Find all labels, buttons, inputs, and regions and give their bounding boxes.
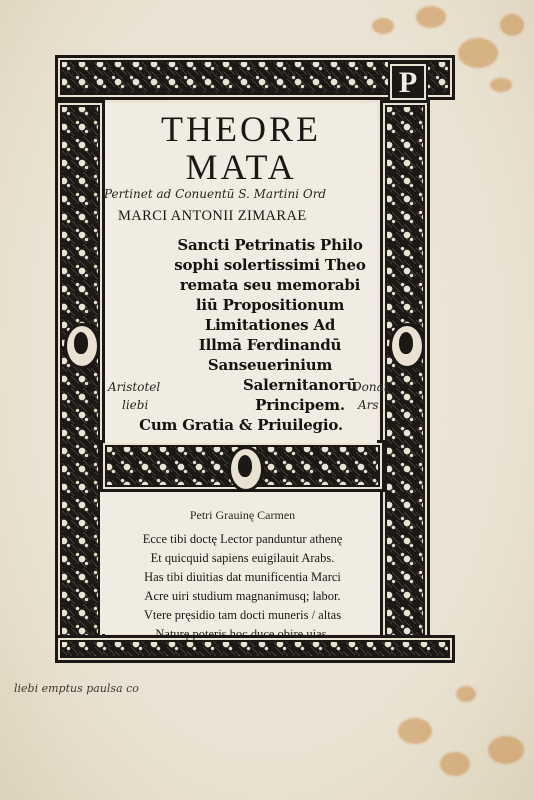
poem-line: Ecce tibi doctę Lector panduntur athenę — [142, 532, 343, 546]
poem-line: Has tibi diuitias dat munificentia Marci — [144, 570, 341, 584]
initial-letter-box — [388, 62, 428, 102]
stain — [500, 14, 524, 36]
stain — [416, 6, 446, 28]
privilege-line: Cum Gratia & Priuilegio. — [139, 416, 343, 434]
subtitle-line: remata seu memorabi — [179, 276, 361, 294]
stain — [488, 736, 524, 764]
manuscript-purchase-note: liebi emptus paulsa co — [14, 682, 139, 695]
subtitle-line: Sanseuerinium — [207, 356, 333, 374]
manuscript-note-left: liebi — [122, 398, 149, 412]
subtitle-line: Limitationes Ad — [204, 316, 336, 334]
manuscript-note-right: Donat — [352, 380, 389, 394]
subtitle-line: sophi solertissimi Theo — [174, 256, 366, 274]
stain — [456, 686, 476, 702]
stain — [398, 718, 432, 744]
author-line: MARCI ANTONII ZIMARAE — [118, 208, 307, 224]
manuscript-note-right: Ars — [358, 398, 379, 412]
subtitle-line: Sancti Petrinatis Philo — [177, 236, 363, 254]
poem-line: Acre uiri studium magnanimusq; labor. — [144, 589, 341, 603]
poem-line: Naturę poteris hoc duce obire uias. — [155, 627, 330, 641]
border-left — [55, 100, 105, 655]
manuscript-ownership-note: Pertinet ad Conuentū S. Martini Ord — [104, 187, 327, 201]
subtitle-line: Principem. — [255, 396, 345, 414]
stain — [372, 18, 394, 34]
subtitle-line: Illmā Ferdinandū — [198, 336, 342, 354]
medallion-right — [389, 323, 425, 369]
medallion-left — [64, 323, 100, 369]
stain — [440, 752, 470, 776]
medallion-center — [228, 446, 264, 492]
poem-line: Vtere pręsidio tam docti muneris / altas — [143, 608, 342, 622]
poem-heading: Petri Grauinę Carmen — [189, 508, 296, 522]
initial-letter: P — [398, 66, 418, 99]
title-line-1: THEORE — [161, 109, 321, 149]
stain — [490, 78, 512, 92]
poem-line: Et quicquid sapiens euigilauit Arabs. — [150, 551, 335, 565]
stain — [458, 38, 498, 68]
title-line-2: MATA — [185, 147, 297, 187]
subtitle-line: liū Propositionum — [195, 296, 345, 314]
manuscript-note-left: Aristotel — [108, 380, 161, 394]
subtitle-line: Salernitanorū — [242, 376, 358, 394]
